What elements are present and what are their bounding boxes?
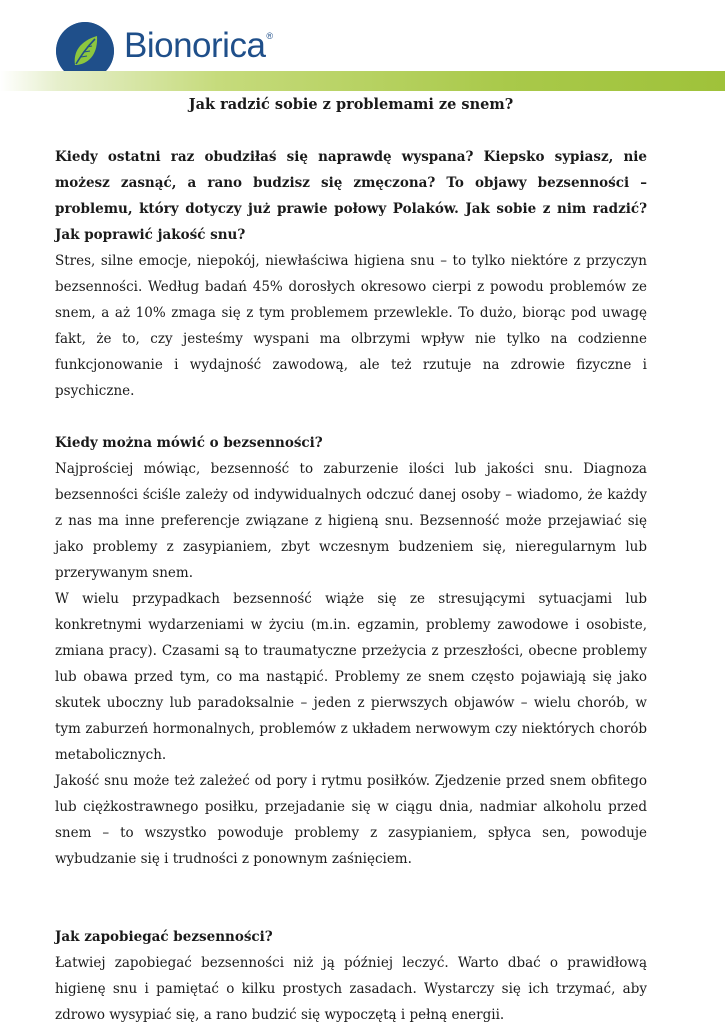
section-paragraph: Jakość snu może też zależeć od pory i rytmu posiłków. Zjedzenie przed snem obfitego lub ciężkostrawnego posiłku, przejadanie się w ciągu dnia, nadmiar alkoholu przed snem – to wszystko powoduje problemy z zasypianiem, spłyca sen, powoduje wybudzanie się i trudności z ponownym zaśnięciem. [55, 773, 647, 867]
header-accent-band [0, 71, 725, 91]
section-paragraph: Najprościej mówiąc, bezsenność to zaburzenie ilości lub jakości snu. Diagnoza bezsenności ściśle zależy od indywidualnych odczuć danej osoby – wiadomo, że każdy z nas ma inne preferencje związane z higieną snu. Bezsenność może przejawiać się jako problemy z zasypianiem, zbyt wczesnym budzeniem się, nieregularnym lub przerywanym snem. [55, 461, 647, 581]
section-paragraph: W wielu przypadkach bezsenność wiąże się ze stresującymi sytuacjami lub konkretnymi wydarzeniami w życiu (m.in. egzamin, problemy zawodowe i osobiste, zmiana pracy). Czasami są to traumatyczne przeżycia z przeszłości, obecne problemy lub obawa przed tym, co ma nastąpić. Problemy ze snem często pojawiają się jako skutek uboczny lub paradoksalnie – jeden z pierwszych objawów – wielu chorób, w tym zaburzeń hormonalnych, problemów z układem nerwowym czy niektórych chorób metabolicznych. [55, 591, 647, 763]
section-paragraph: Łatwiej zapobiegać bezsenności niż ją później leczyć. Warto dbać o prawidłową higienę snu i pamiętać o kilku prostych zasadach. Wystarczy się ich trzymać, aby zdrowo wysypiać się, a rano budzić się wypoczętą i pełną energii. [55, 955, 647, 1023]
article-body [55, 92, 647, 1028]
spacer [55, 872, 647, 924]
spacer [55, 404, 647, 430]
article-lead: Kiedy ostatni raz obudziłaś się naprawdę wyspana? Kiepsko sypiasz, nie możesz zasnąć, a rano budzisz się zmęczona? To objawy bezsenności – problemu, który dotyczy już prawie połowy Polaków. Jak sobie z nim radzić? Jak poprawić jakość snu? [55, 149, 647, 243]
page-header [0, 0, 725, 92]
section-heading: Jak zapobiegać bezsenności? [55, 929, 273, 945]
brand-name: Bionorica [124, 26, 266, 65]
article-title: Jak radzić sobie z problemami ze snem? [188, 96, 514, 113]
registered-mark: ® [266, 31, 273, 41]
brand-logo [124, 28, 273, 63]
section-heading: Kiedy można mówić o bezsenności? [55, 435, 323, 451]
article-intro: Stres, silne emocje, niepokój, niewłaściwa higiena snu – to tylko niektóre z przyczyn bezsenności. Według badań 45% dorosłych okresowo cierpi z powodu problemów ze snem, a aż 10% zmaga się z tym problemem przewlekle. To dużo, biorąc pod uwagę fakt, że to, czy jesteśmy wyspani ma olbrzymi wpływ nie tylko na codzienne funkcjonowanie i wydajność zawodową, ale też rzutuje na zdrowie fizyczne i psychiczne. [55, 253, 647, 399]
spacer [55, 118, 647, 144]
